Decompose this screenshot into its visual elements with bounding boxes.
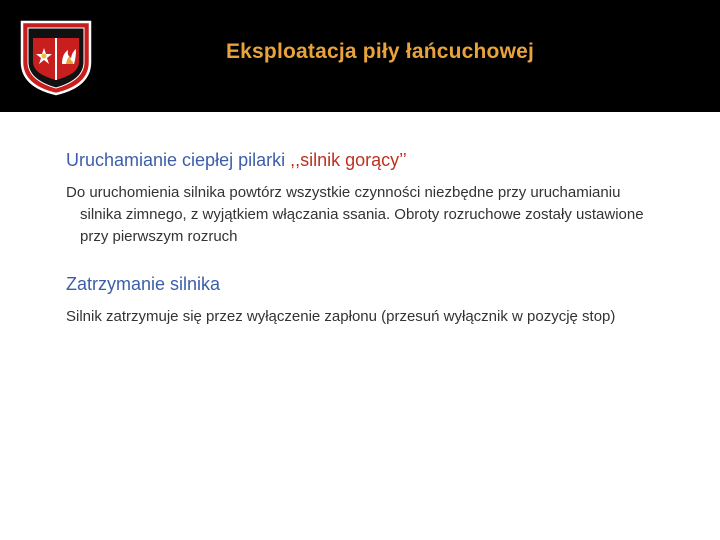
section-heading: Zatrzymanie silnika — [66, 274, 221, 294]
section-warm-start — [66, 146, 666, 248]
section-text: Do uruchomienia silnika powtórz wszystkie czynności niezbędne przy uruchamianiu silnika zimnego, z wyjątkiem włączania ssania. Obroty rozruchowe zostały ustawione przy pierwszym rozruch — [66, 184, 644, 245]
slide-content — [66, 146, 666, 328]
fire-brigade-badge-icon — [16, 16, 96, 96]
section-heading — [66, 146, 666, 174]
section-text: Silnik zatrzymuje się przez wyłączenie zapłonu (przesuń wyłącznik w pozycję stop) — [66, 308, 616, 325]
section-engine-stop — [66, 270, 666, 328]
slide-title: Eksploatacja piły łańcuchowej — [225, 40, 535, 63]
slide-header — [0, 0, 720, 112]
heading-accent: ,,silnik gorący’’ — [285, 150, 407, 170]
heading-text: Uruchamianie ciepłej pilarki — [66, 150, 286, 170]
